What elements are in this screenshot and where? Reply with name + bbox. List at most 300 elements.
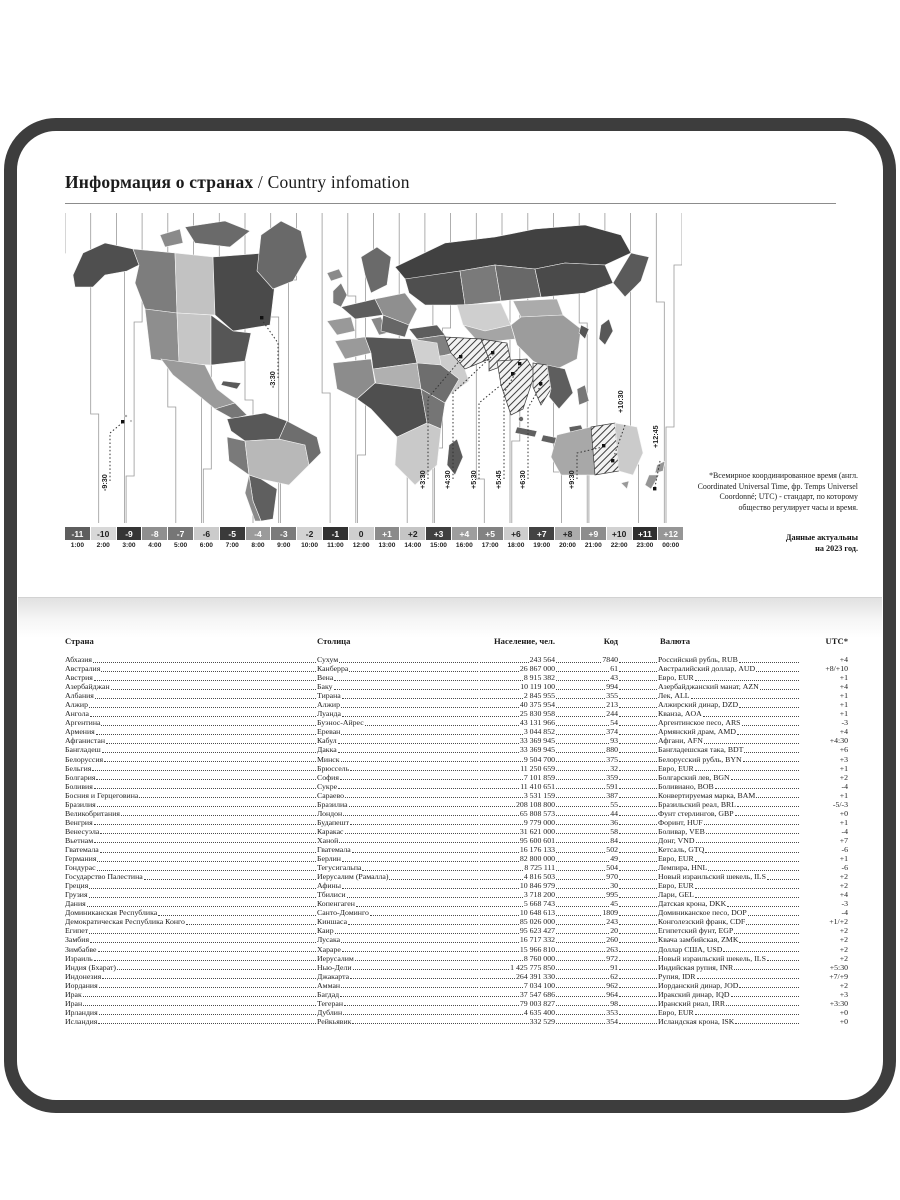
dotted-leader (556, 845, 605, 853)
dotted-leader (480, 990, 519, 998)
dotted-leader (480, 1008, 523, 1016)
dotted-leader (362, 863, 478, 871)
dotted-leader (342, 881, 478, 889)
dotted-leader (480, 926, 519, 934)
dotted-leader (94, 673, 316, 681)
dotted-leader (556, 673, 609, 681)
dotted-leader (334, 682, 478, 690)
utc-offset-cell: +9 (581, 527, 606, 540)
dotted-leader (619, 736, 657, 744)
timezone-boundary-line (666, 213, 682, 523)
utc-offset-cell: -9 (117, 527, 142, 540)
dotted-leader (619, 872, 657, 880)
dotted-leader (619, 718, 657, 726)
country-row: Белоруссия Минск 9 504 700 375 Белорусский рубль, BYN +3 (65, 754, 848, 764)
country-row: Иран Тегеран 79 003 827 98 Иранский риал, IRR +3:30 (65, 998, 848, 1008)
data-year-note-line1: Данные актуальны (785, 533, 858, 542)
dotted-leader (480, 935, 519, 943)
dotted-leader (342, 945, 478, 953)
dotted-leader (99, 981, 316, 989)
dotted-leader (480, 773, 523, 781)
dotted-leader (619, 945, 657, 953)
header-utc: UTC* (825, 636, 848, 646)
dotted-leader (480, 890, 523, 898)
dotted-leader (480, 954, 523, 962)
dotted-leader (342, 854, 478, 862)
dotted-leader (480, 727, 523, 735)
dotted-leader (619, 890, 657, 898)
dotted-leader (619, 800, 657, 808)
dotted-leader (556, 926, 609, 934)
dotted-leader (756, 791, 799, 799)
dotted-leader (556, 827, 609, 835)
half-hour-offset-label: +4:30 (443, 470, 452, 489)
utc-offset-cell: -4 (246, 527, 271, 540)
dotted-leader (619, 818, 657, 826)
dotted-leader (480, 709, 519, 717)
half-hour-offset-label: +9:30 (567, 470, 576, 489)
page-edge-shadow (18, 597, 882, 638)
dotted-leader (619, 664, 657, 672)
dotted-leader (619, 1008, 657, 1016)
dotted-leader (343, 1008, 478, 1016)
country-row: Израиль Иерусалим 8 760 000 972 Новый израильский шекель, ILS +2 (65, 953, 848, 963)
dotted-leader (556, 791, 605, 799)
header-country: Страна (65, 636, 94, 646)
dotted-leader (480, 700, 519, 708)
dotted-leader (556, 999, 609, 1007)
utc-offset-cell: +4 (452, 527, 477, 540)
dotted-leader (144, 872, 316, 880)
dotted-leader (703, 709, 799, 717)
utc-offset-cell: -10 (91, 527, 116, 540)
dotted-leader (480, 845, 519, 853)
half-hour-offset-label: +5:30 (469, 470, 478, 489)
country-row: Афганистан Кабул 33 369 945 93 Афгани, AFN +4:30 (65, 736, 848, 746)
dotted-leader (83, 990, 316, 998)
clock-time-label: 21:00 (584, 542, 602, 549)
country-row: Бангладеш Дакка 33 369 945 880 Бангладешская така, BDT +6 (65, 745, 848, 755)
country-row: Алжир Алжир 40 375 954 213 Алжирский динар, DZD +1 (65, 700, 848, 710)
dotted-leader (341, 935, 478, 943)
dotted-leader (345, 827, 478, 835)
dotted-leader (556, 954, 605, 962)
dotted-leader (619, 755, 657, 763)
dotted-leader (619, 999, 657, 1007)
dotted-leader (556, 981, 605, 989)
utc-offset-cell: -2 (297, 527, 322, 540)
clock-time-label: 5:00 (173, 542, 188, 549)
country-row: Армения Ереван 3 044 852 374 Армянский драм, AMD +4 (65, 727, 848, 737)
country-row: Ангола Луанда 25 830 958 244 Кванза, AOA +1 (65, 709, 848, 719)
clock-time-label: 00:00 (662, 542, 680, 549)
annotation-marker-dot (518, 362, 521, 365)
dotted-leader (338, 736, 478, 744)
annotation-marker-dot (511, 372, 514, 375)
dotted-leader (97, 854, 316, 862)
country-row: Бельгия Брюссель 11 250 659 32 Евро, EUR +1 (65, 763, 848, 773)
timezone-boundary-line (322, 213, 330, 523)
dotted-leader (350, 972, 478, 980)
data-year-note-line2: на 2023 год. (815, 544, 858, 554)
clock-time-label: 9:00 (277, 542, 291, 549)
dotted-leader (104, 755, 316, 763)
dotted-leader (94, 782, 316, 790)
dotted-leader (556, 872, 605, 880)
annotation-leader-line (262, 320, 278, 378)
dotted-leader (480, 655, 529, 663)
dotted-leader (556, 682, 605, 690)
dotted-leader (556, 773, 605, 781)
dotted-leader (556, 972, 609, 980)
dotted-leader (480, 881, 519, 889)
annotation-marker-dot (459, 355, 462, 358)
dotted-leader (345, 791, 478, 799)
dotted-leader (726, 999, 799, 1007)
dotted-leader (735, 809, 799, 817)
dotted-leader (696, 836, 800, 844)
dotted-leader (556, 1008, 605, 1016)
dotted-leader (349, 664, 478, 672)
dotted-leader (695, 881, 799, 889)
utc-offset-cell: +2 (400, 527, 425, 540)
dotted-leader (480, 1017, 529, 1025)
clock-time-label: 22:00 (610, 542, 628, 549)
half-hour-offset-label: -9:30 (100, 474, 109, 491)
dotted-leader (767, 954, 799, 962)
clock-time-scale (65, 542, 683, 549)
utc-offset-cell: +3 (426, 527, 451, 540)
dotted-leader (480, 972, 515, 980)
annotation-marker-dot (491, 351, 494, 354)
dotted-leader (556, 709, 605, 717)
dotted-leader (619, 836, 657, 844)
country-row: Австралия Канберра 26 867 000 61 Австралийский доллар, AUD +8/+10 (65, 664, 848, 674)
dotted-leader (727, 899, 799, 907)
country-table-header (65, 636, 848, 648)
header-capital: Столица (317, 636, 351, 646)
dotted-leader (748, 908, 799, 916)
dotted-leader (619, 673, 657, 681)
dotted-leader (706, 827, 799, 835)
dotted-leader (619, 727, 657, 735)
utc-offset-cell: +6 (504, 527, 529, 540)
dotted-leader (96, 773, 316, 781)
country-row: Замбия Лусака 16 717 332 260 Квача замбийская, ZMK +2 (65, 935, 848, 945)
dotted-leader (353, 963, 478, 971)
utc-offset-cell: +12 (658, 527, 683, 540)
country-row: Египет Каир 95 623 427 20 Египетский фунт, EGP +2 (65, 926, 848, 936)
dotted-leader (350, 818, 478, 826)
dotted-leader (556, 745, 605, 753)
utc-offset-cell: +5 (478, 527, 503, 540)
country-row: Доминиканская Республика Санто-Доминго 10 648 613 1809 Доминиканское песо, DOP -4 (65, 908, 848, 918)
half-hour-offset-label: +5:45 (494, 470, 503, 489)
dotted-leader (347, 890, 478, 898)
country-row: Ирак Багдад 37 547 686 964 Иракский динар, IQD +3 (65, 989, 848, 999)
country-row: Гондурас Тегусигальпа 8 725 111 504 Лемпира, HNL -6 (65, 863, 848, 873)
clock-time-label: 17:00 (481, 542, 499, 549)
half-hour-offset-label: +6:30 (518, 470, 527, 489)
clock-time-label: 15:00 (430, 542, 447, 549)
dotted-leader (100, 827, 316, 835)
half-hour-offset-label: +10:30 (616, 390, 625, 413)
dotted-leader (480, 673, 523, 681)
dotted-leader (619, 782, 657, 790)
dotted-leader (89, 700, 316, 708)
dotted-leader (556, 908, 601, 916)
country-row: Азербайджан Баку 10 119 100 994 Азербайджанский манат, AZN +4 (65, 682, 848, 692)
dotted-leader (619, 908, 657, 916)
page-title-ru: Информация о странах (65, 172, 254, 192)
dotted-leader (619, 926, 657, 934)
dotted-leader (334, 673, 478, 681)
dotted-leader (737, 727, 799, 735)
dotted-leader (90, 935, 316, 943)
dotted-leader (97, 863, 316, 871)
dotted-leader (739, 700, 799, 708)
header-currency: Валюта (660, 636, 691, 646)
dotted-leader (619, 691, 657, 699)
country-row: Грузия Тбилиси 3 718 200 995 Лари, GEL +4 (65, 890, 848, 900)
dotted-leader (338, 745, 478, 753)
clock-time-label: 2:00 (96, 542, 110, 549)
dotted-leader (619, 827, 657, 835)
country-row: Венесуэла Каракас 31 621 000 58 Боливар, VEB -4 (65, 826, 848, 836)
dotted-leader (480, 908, 519, 916)
utc-offset-scale (65, 527, 683, 540)
country-row: Зимбабве Хараре 15 966 810 263 Доллар США, USD +2 (65, 944, 848, 954)
country-row: Индия (Бхарат) Нью-Дели 1 425 775 850 91 Индийская рупия, INR +5:30 (65, 962, 848, 972)
dotted-leader (356, 899, 478, 907)
utc-offset-cell: -11 (65, 527, 90, 540)
dotted-leader (619, 954, 657, 962)
annotation-marker-dot (121, 420, 124, 423)
dotted-leader (619, 990, 657, 998)
dotted-leader (139, 791, 316, 799)
half-hour-offset-label: -3:30 (268, 371, 277, 388)
dotted-leader (556, 700, 605, 708)
dotted-leader (117, 963, 316, 971)
dotted-leader (101, 664, 316, 672)
utc-offset-cell: 0 (349, 527, 374, 540)
country-row: Гватемала Гватемала 16 176 133 502 Кетсаль, GTQ -6 (65, 844, 848, 854)
dotted-leader (708, 863, 799, 871)
dotted-leader (480, 664, 519, 672)
dotted-leader (619, 899, 657, 907)
country-row: Иордания Амман 7 034 100 962 Иорданский динар, JOD +2 (65, 980, 848, 990)
data-year-note (688, 532, 858, 554)
country-row: Ирландия Дублин 4 635 400 353 Евро, EUR +0 (65, 1007, 848, 1017)
country-row: Греция Афины 10 846 979 30 Евро, EUR +2 (65, 881, 848, 891)
country-row: Индонезия Джакарта 264 391 330 62 Рупия, IDR +7/+9 (65, 971, 848, 981)
dotted-leader (556, 809, 609, 817)
dotted-leader (556, 963, 609, 971)
dotted-leader (619, 972, 657, 980)
country-row: Бразилия Бразилиа 208 108 800 55 Бразильский реал, BRL -5/-3 (65, 799, 848, 809)
dotted-leader (94, 836, 316, 844)
dotted-leader (705, 845, 799, 853)
dotted-leader (556, 881, 609, 889)
dotted-leader (556, 764, 609, 772)
country-row: Дания Копенгаген 5 668 743 45 Датская крона, DKK -3 (65, 899, 848, 909)
annotation-marker-dot (602, 444, 605, 447)
header-code: Код (603, 636, 618, 646)
annotation-marker-dot (611, 459, 614, 462)
dotted-leader (335, 926, 478, 934)
header-population: Население, чел. (494, 636, 555, 646)
dotted-leader (556, 736, 609, 744)
dotted-leader (480, 818, 523, 826)
dotted-leader (746, 917, 799, 925)
dotted-leader (186, 917, 316, 925)
dotted-leader (760, 682, 799, 690)
country-row: Исландия Рейкьявик 332 529 354 Исландская крона, ISK +0 (65, 1016, 848, 1026)
dotted-leader (619, 1017, 657, 1025)
dotted-leader (619, 917, 657, 925)
country-row: Великобритания Лондон 65 808 573 44 Фунт стерлингов, GBP +0 (65, 808, 848, 818)
dotted-leader (619, 773, 657, 781)
clock-time-label: 19:00 (533, 542, 551, 549)
dotted-leader (480, 682, 519, 690)
dotted-leader (480, 999, 519, 1007)
dotted-leader (350, 764, 478, 772)
dotted-leader (389, 872, 478, 880)
country-row: Германия Берлин 82 800 000 49 Евро, EUR +1 (65, 854, 848, 864)
dotted-leader (83, 999, 316, 1007)
dotted-leader (102, 745, 316, 753)
country-row: Аргентина Буэнос-Айрес 43 131 966 54 Аргентинское песо, ARS -3 (65, 718, 848, 728)
dotted-leader (352, 845, 478, 853)
clock-time-label: 11:00 (327, 542, 344, 549)
dotted-leader (101, 718, 316, 726)
dotted-leader (355, 954, 478, 962)
dotted-leader (731, 773, 799, 781)
dotted-leader (102, 972, 316, 980)
dotted-leader (480, 863, 523, 871)
utc-offset-cell: +7 (529, 527, 554, 540)
dotted-leader (111, 682, 316, 690)
dotted-leader (556, 945, 605, 953)
utc-offset-cell: -3 (271, 527, 296, 540)
dotted-leader (704, 818, 799, 826)
dotted-leader (97, 800, 316, 808)
country-row: Болгария София 7 101 859 359 Болгарский лев, BGN +2 (65, 772, 848, 782)
utc-offset-cell: +8 (555, 527, 580, 540)
dotted-leader (98, 1017, 316, 1025)
utc-offset-cell: -1 (323, 527, 348, 540)
clock-time-label: 20:00 (559, 542, 576, 549)
dotted-leader (697, 972, 800, 980)
dotted-leader (480, 745, 519, 753)
country-table-rows (65, 655, 848, 1026)
dotted-leader (619, 655, 657, 663)
half-hour-offset-label: +3:30 (418, 470, 427, 489)
dotted-leader (480, 827, 519, 835)
dotted-leader (339, 836, 478, 844)
annotation-marker-dot (260, 316, 263, 319)
dotted-leader (480, 764, 519, 772)
country-row: Боливия Сукре 11 410 651 591 Боливиано, BOB -4 (65, 781, 848, 791)
dotted-leader (94, 818, 316, 826)
dotted-leader (734, 963, 799, 971)
dotted-leader (92, 764, 316, 772)
continents (73, 221, 665, 521)
dotted-leader (723, 945, 799, 953)
dotted-leader (739, 981, 799, 989)
half-hour-offset-label: +12:45 (651, 425, 660, 448)
dotted-leader (767, 872, 799, 880)
dotted-leader (365, 718, 478, 726)
dotted-leader (340, 773, 478, 781)
dotted-leader (158, 908, 316, 916)
country-row: Босния и Герцеговина Сараево 3 531 159 387 Конвертируемая марка, BAM +1 (65, 790, 848, 800)
dotted-leader (556, 664, 609, 672)
dotted-leader (737, 800, 799, 808)
annotation-marker-dot (653, 487, 656, 490)
dotted-leader (704, 736, 799, 744)
dotted-leader (556, 782, 605, 790)
dotted-leader (695, 890, 799, 898)
dotted-leader (619, 981, 657, 989)
dotted-leader (556, 727, 605, 735)
dotted-leader (556, 1017, 605, 1025)
clock-time-label: 6:00 (199, 542, 213, 549)
dotted-leader (342, 709, 478, 717)
dotted-leader (619, 881, 657, 889)
dotted-leader (480, 782, 519, 790)
dotted-leader (619, 764, 657, 772)
dotted-leader (94, 954, 316, 962)
utc-offset-cell: -8 (142, 527, 167, 540)
dotted-leader (742, 718, 799, 726)
dotted-leader (556, 818, 609, 826)
clock-time-label: 16:00 (455, 542, 473, 549)
dotted-leader (106, 736, 316, 744)
dotted-leader (338, 782, 478, 790)
dotted-leader (743, 755, 799, 763)
dotted-leader (100, 845, 316, 853)
dotted-leader (341, 727, 478, 735)
page-title (65, 172, 410, 193)
dotted-leader (99, 1008, 316, 1016)
clock-time-label: 7:00 (225, 542, 239, 549)
dotted-leader (339, 655, 478, 663)
dotted-leader (619, 935, 657, 943)
country-row: Государство Палестина Иерусалим (Рамалла) 4 816 503 970 Новый израильский шекель, ILS +2 (65, 872, 848, 882)
clock-time-label: 12:00 (352, 542, 370, 549)
annotation-marker-dot (539, 382, 542, 385)
country-row: Вьетнам Ханой 95 600 601 84 Донг, VND +7 (65, 835, 848, 845)
dotted-leader (343, 809, 478, 817)
dotted-leader (731, 990, 799, 998)
dotted-leader (480, 791, 523, 799)
dotted-leader (89, 926, 316, 934)
dotted-leader (735, 1017, 799, 1025)
dotted-leader (556, 935, 605, 943)
utc-footnote: *Всемирное координированное время (англ. Coordinated Universal Time, фр. Temps Universel Coordonné; UTC) - стандарт, по которому общество регулирует часы и время. (697, 471, 858, 512)
dotted-leader (695, 764, 799, 772)
world-timezone-map-svg (65, 213, 682, 523)
dotted-leader (342, 691, 478, 699)
dotted-leader (480, 872, 523, 880)
dotted-leader (95, 691, 316, 699)
dotted-leader (349, 800, 478, 808)
utc-offset-cell: +11 (633, 527, 658, 540)
dotted-leader (341, 755, 478, 763)
dotted-leader (90, 709, 316, 717)
dotted-leader (480, 945, 519, 953)
